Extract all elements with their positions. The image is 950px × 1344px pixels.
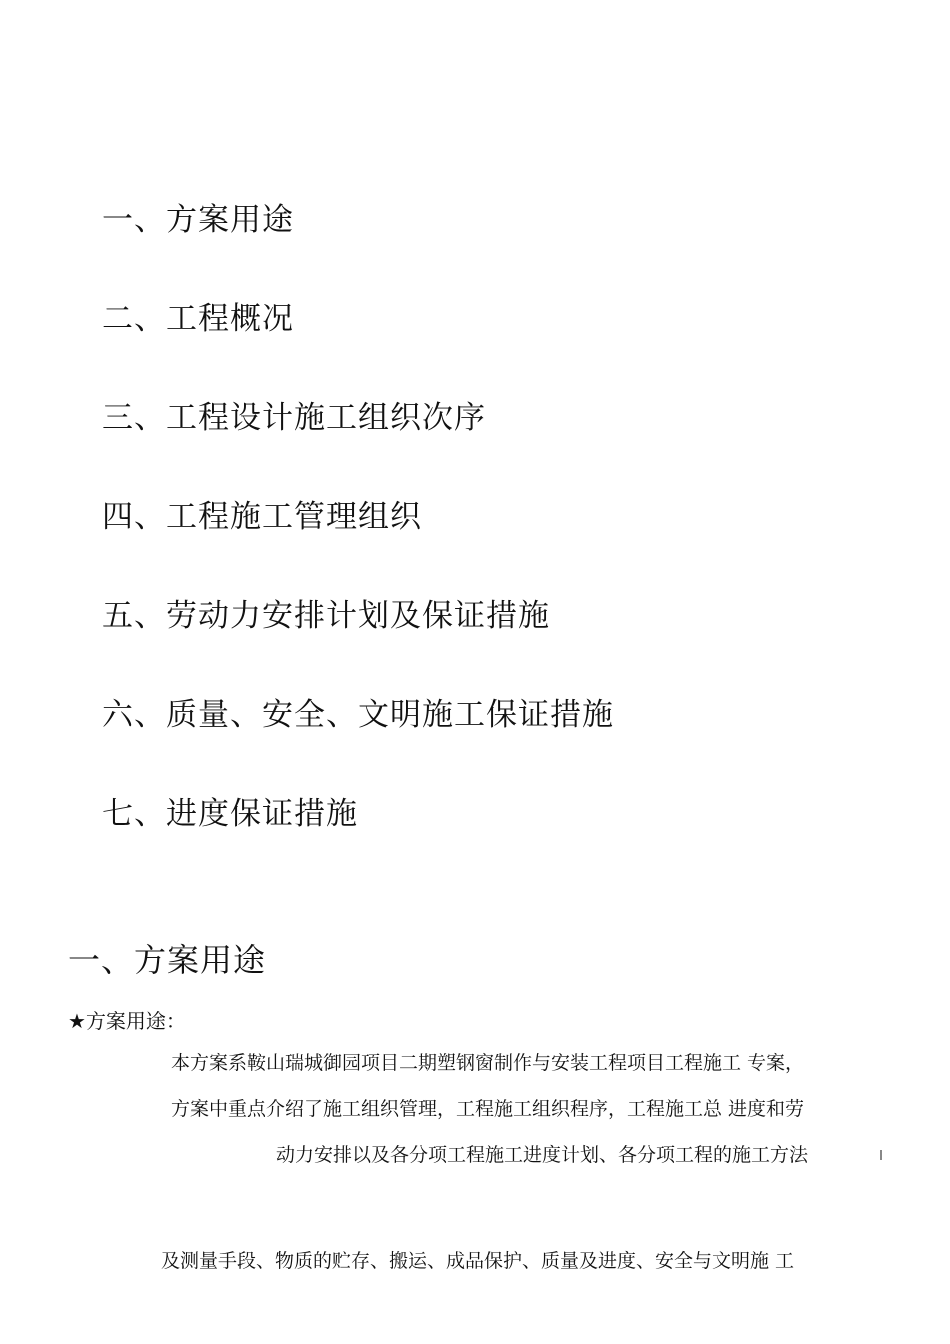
toc-item: 一、方案用途 xyxy=(102,202,294,238)
paragraph-line: 本方案系鞍山瑞城御园项目二期塑钢窗制作与安装工程项目工程施工 专案， xyxy=(171,1052,805,1074)
edge-mark xyxy=(880,1150,882,1160)
paragraph-line: 方案中重点介绍了施工组织管理，工程施工组织程序，工程施工总 进度和劳 xyxy=(171,1098,805,1120)
star-icon: ★ xyxy=(68,1009,86,1033)
table-of-contents xyxy=(102,196,614,889)
toc-item: 七、进度保证措施 xyxy=(102,796,358,832)
toc-item: 四、工程施工管理组织 xyxy=(102,499,422,535)
section-heading: 一、方案用途 xyxy=(68,941,267,979)
toc-item: 二、工程概况 xyxy=(102,301,294,337)
purpose-label xyxy=(68,1006,186,1036)
paragraph-line: 动力安排以及各分项工程施工进度计划、各分项工程的施工方法 xyxy=(276,1144,809,1166)
purpose-label-text: 方案用途： xyxy=(85,1009,186,1033)
paragraph-line: 及测量手段、物质的贮存、搬运、成品保护、质量及进度、安全与文明施 工 xyxy=(161,1250,795,1272)
toc-item: 三、工程设计施工组织次序 xyxy=(102,400,486,436)
toc-item: 五、劳动力安排计划及保证措施 xyxy=(102,598,550,634)
toc-item: 六、质量、安全、文明施工保证措施 xyxy=(102,697,614,733)
